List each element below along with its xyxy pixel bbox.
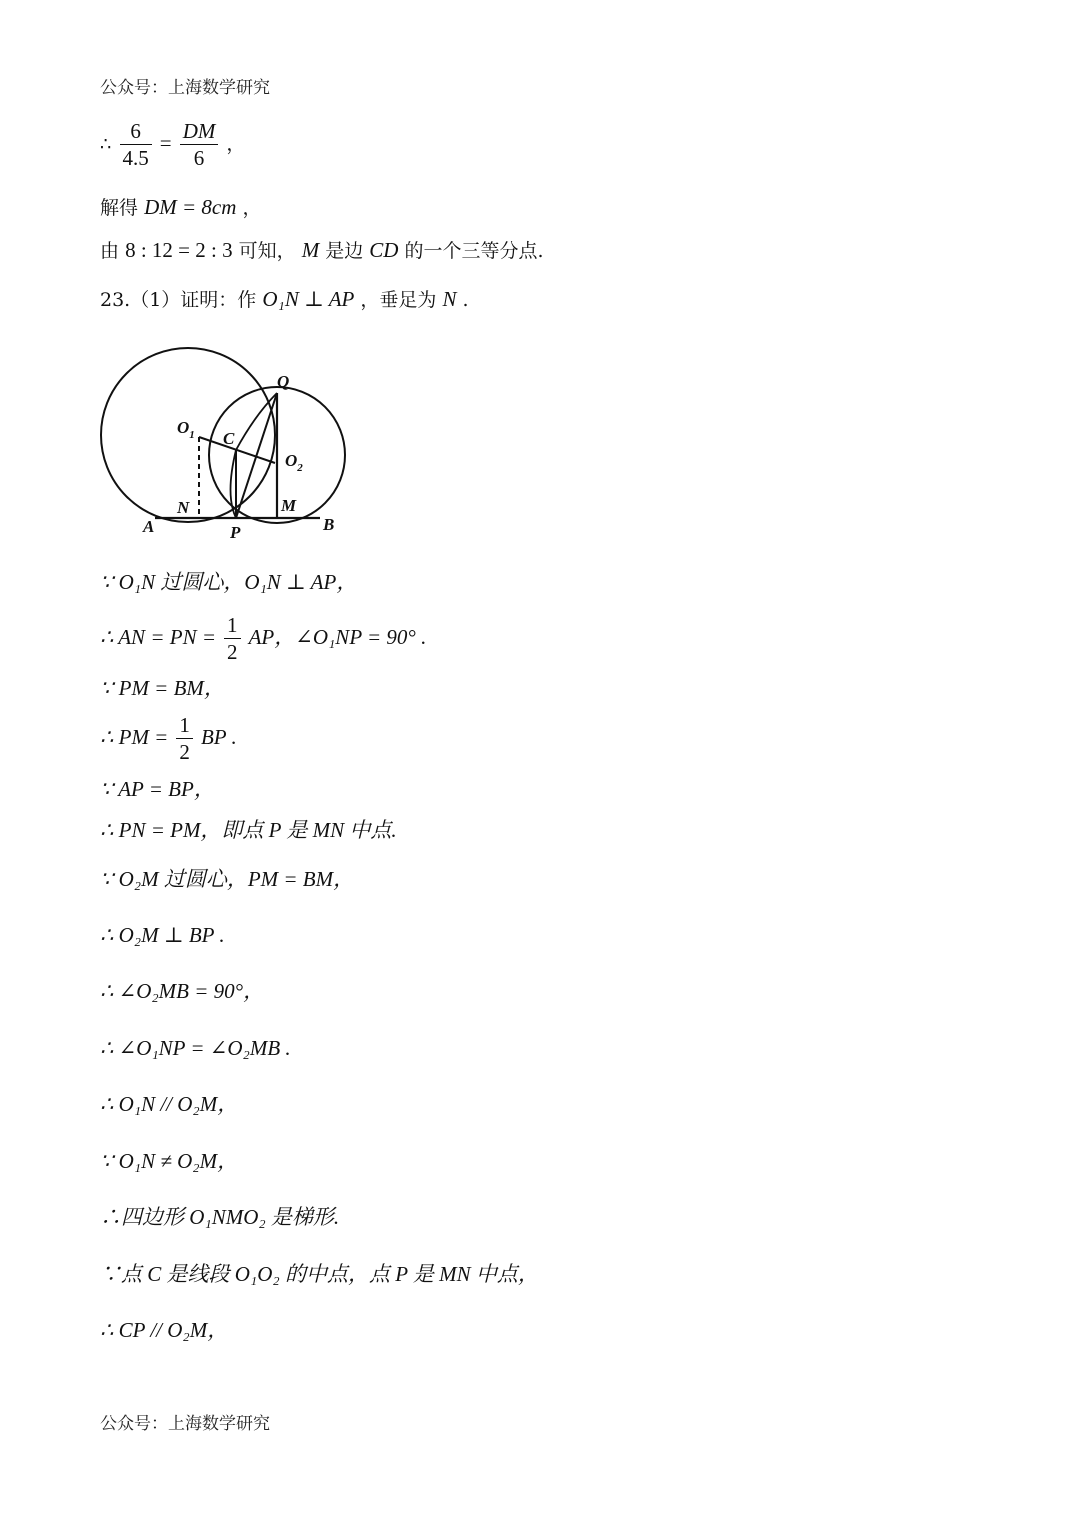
- label-b: B: [323, 515, 335, 534]
- math-variable: N: [442, 287, 457, 311]
- text: 可知，: [238, 240, 296, 262]
- proof-step-13: ∴四边形 O₁NMO₂ 是梯形.: [100, 1205, 340, 1229]
- text: ，垂足为: [360, 289, 437, 311]
- math-variable: CD: [369, 238, 399, 262]
- proof-step-7: ∵ O₂M 过圆心，PM = BM，: [100, 867, 355, 891]
- proof-step-5: ∵ AP = BP，: [100, 777, 215, 801]
- fraction-one-half: [176, 712, 193, 766]
- text: 的一个三等分点.: [404, 240, 544, 262]
- proportion-equation: [100, 118, 245, 172]
- fraction-numerator: 6: [120, 118, 152, 145]
- label-n: N: [177, 498, 190, 517]
- label-o2: $O_2$: [285, 451, 303, 474]
- proof-step-6: ∴ PN = PM，即点 P 是 MN 中点.: [100, 818, 397, 842]
- math-expression: AP，∠O₁NP = 90° .: [248, 624, 427, 649]
- proof-step-12: ∵ O₁N ≠ O₂M，: [100, 1149, 239, 1173]
- proof-step-15: ∴ CP // O₂M，: [100, 1318, 229, 1342]
- proof-step-14: ∵点 C 是线段 O₁O₂ 的中点，点 P 是 MN 中点，: [100, 1262, 539, 1286]
- text: 解得: [100, 197, 139, 219]
- label-q: Q: [277, 372, 290, 391]
- math-variable: M: [301, 238, 320, 262]
- geometry-figure: [95, 345, 365, 550]
- label-a: A: [143, 517, 155, 536]
- math-expression: ∴ PM =: [100, 724, 169, 749]
- fraction-denominator: 6: [193, 146, 205, 171]
- problem-23-intro: [100, 289, 469, 310]
- ratio-expression: 8 : 12 = 2 : 3: [125, 238, 233, 262]
- label-p: P: [230, 523, 241, 542]
- fraction-denominator: 4.5: [122, 146, 149, 171]
- punctuation: .: [462, 289, 469, 311]
- segment-pq: [236, 393, 277, 518]
- proof-step-8: ∴ O₂M ⊥ BP .: [100, 923, 225, 947]
- fraction-dm-over-6: [180, 118, 219, 172]
- fraction-denominator: 2: [227, 640, 238, 665]
- proof-step-11: ∴ O₁N // O₂M，: [100, 1092, 239, 1116]
- fraction-one-half: [224, 612, 241, 666]
- proof-step-3: ∵ PM = BM，: [100, 676, 225, 700]
- problem-number-text: 23.（1）证明：作: [100, 289, 257, 311]
- text: 是边: [325, 240, 364, 262]
- label-m: M: [281, 496, 297, 515]
- trisection-line: [100, 240, 544, 261]
- fraction-numerator: DM: [180, 118, 219, 145]
- label-c: C: [223, 429, 235, 448]
- page-header: 公众号：上海数学研究: [100, 78, 270, 98]
- text: 由: [100, 240, 120, 262]
- proof-step-4: [100, 712, 237, 766]
- math-expression: O₁N ⊥ AP: [262, 287, 355, 311]
- fraction-numerator: 1: [176, 712, 193, 739]
- solve-dm-line: [100, 197, 261, 218]
- proof-step-9: ∴ ∠O₂MB = 90°，: [100, 979, 265, 1003]
- fraction-numerator: 1: [224, 612, 241, 639]
- fraction-denominator: 2: [179, 740, 190, 765]
- equals-sign: =: [159, 130, 172, 155]
- therefore-symbol: ∴: [100, 133, 112, 155]
- proof-step-1: ∵ O₁N 过圆心，O₁N ⊥ AP，: [100, 570, 358, 594]
- page-footer: 公众号：上海数学研究: [100, 1414, 270, 1434]
- math-expression: ∴ AN = PN =: [100, 624, 216, 649]
- fraction-6-over-4.5: [120, 118, 152, 172]
- label-o1: $O_1$: [177, 418, 195, 441]
- proof-step-10: ∴ ∠O₁NP = ∠O₂MB .: [100, 1036, 291, 1060]
- proof-step-2: [100, 612, 426, 666]
- punctuation: ，: [242, 197, 262, 219]
- punctuation: ，: [226, 132, 246, 155]
- math-expression: DM = 8cm: [144, 195, 237, 219]
- math-expression: BP .: [200, 724, 237, 749]
